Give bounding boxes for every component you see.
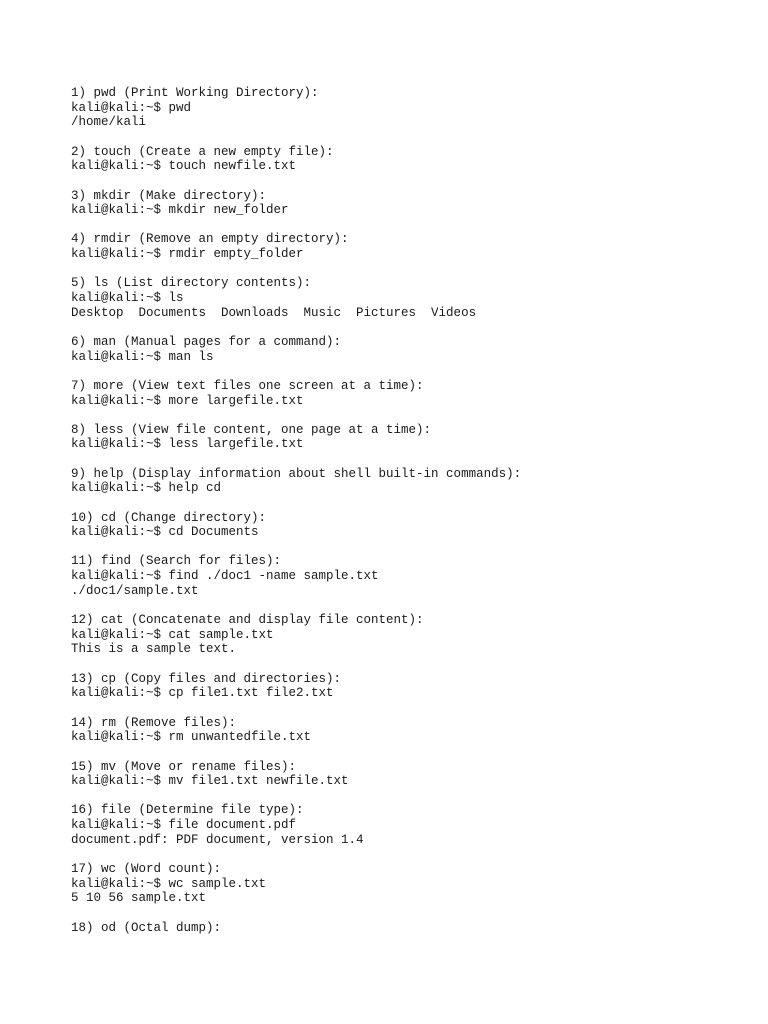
command-heading: 16) file (Determine file type): <box>71 803 304 818</box>
command-prompt-line: kali@kali:~$ help cd <box>71 481 222 496</box>
command-output-line: ./doc1/sample.txt <box>71 583 199 598</box>
command-prompt-line: kali@kali:~$ mv file1.txt newfile.txt <box>71 774 349 789</box>
command-entry <box>71 86 751 130</box>
command-entry <box>71 862 751 906</box>
command-entry <box>71 276 751 320</box>
command-entry <box>71 423 751 452</box>
command-prompt-line: kali@kali:~$ rm unwantedfile.txt <box>71 730 312 745</box>
command-heading: 1) pwd (Print Working Directory): <box>71 86 319 100</box>
command-prompt-line: kali@kali:~$ less largefile.txt <box>71 437 304 452</box>
command-prompt-line: kali@kali:~$ man ls <box>71 349 214 364</box>
command-output-line: Desktop Documents Downloads Music Pictures Videos <box>71 305 477 320</box>
command-prompt-line: kali@kali:~$ more largefile.txt <box>71 393 304 408</box>
command-prompt-line: kali@kali:~$ mkdir new_folder <box>71 203 289 218</box>
command-output-line: document.pdf: PDF document, version 1.4 <box>71 832 364 847</box>
command-output-line: /home/kali <box>71 115 147 130</box>
command-prompt-line: kali@kali:~$ wc sample.txt <box>71 876 267 891</box>
command-heading: 2) touch (Create a new empty file): <box>71 144 334 159</box>
command-heading: 15) mv (Move or rename files): <box>71 759 297 774</box>
command-heading: 18) od (Octal dump): <box>71 920 222 935</box>
command-entry <box>71 921 751 936</box>
command-entry <box>71 672 751 701</box>
command-entry <box>71 467 751 496</box>
command-entry <box>71 379 751 408</box>
command-heading: 13) cp (Copy files and directories): <box>71 671 342 686</box>
command-heading: 4) rmdir (Remove an empty directory): <box>71 232 349 247</box>
command-entry <box>71 511 751 540</box>
command-heading: 10) cd (Change directory): <box>71 510 267 525</box>
command-output-line: 5 10 56 sample.txt <box>71 891 207 906</box>
command-heading: 11) find (Search for files): <box>71 554 282 569</box>
document-page <box>71 86 751 950</box>
command-prompt-line: kali@kali:~$ rmdir empty_folder <box>71 247 304 262</box>
command-entry <box>71 554 751 598</box>
command-prompt-line: kali@kali:~$ file document.pdf <box>71 818 297 833</box>
command-prompt-line: kali@kali:~$ cat sample.txt <box>71 627 274 642</box>
command-heading: 9) help (Display information about shell built-in commands): <box>71 466 522 481</box>
command-entry <box>71 803 751 847</box>
command-prompt-line: kali@kali:~$ pwd <box>71 100 192 115</box>
command-heading: 3) mkdir (Make directory): <box>71 188 267 203</box>
command-heading: 17) wc (Word count): <box>71 862 222 877</box>
command-prompt-line: kali@kali:~$ ls <box>71 291 184 306</box>
command-entry <box>71 189 751 218</box>
command-output-line: This is a sample text. <box>71 642 237 657</box>
command-prompt-line: kali@kali:~$ find ./doc1 -name sample.txt <box>71 569 379 584</box>
command-prompt-line: kali@kali:~$ touch newfile.txt <box>71 159 297 174</box>
command-entry <box>71 335 751 364</box>
command-entry <box>71 716 751 745</box>
command-entry <box>71 760 751 789</box>
command-entry <box>71 613 751 657</box>
command-heading: 6) man (Manual pages for a command): <box>71 334 342 349</box>
command-heading: 14) rm (Remove files): <box>71 715 237 730</box>
command-heading: 12) cat (Concatenate and display file content): <box>71 613 424 628</box>
command-prompt-line: kali@kali:~$ cp file1.txt file2.txt <box>71 686 334 701</box>
command-entry <box>71 145 751 174</box>
command-heading: 5) ls (List directory contents): <box>71 276 312 291</box>
command-entry <box>71 232 751 261</box>
command-heading: 8) less (View file content, one page at a time): <box>71 422 432 437</box>
command-prompt-line: kali@kali:~$ cd Documents <box>71 525 259 540</box>
command-heading: 7) more (View text files one screen at a time): <box>71 378 424 393</box>
